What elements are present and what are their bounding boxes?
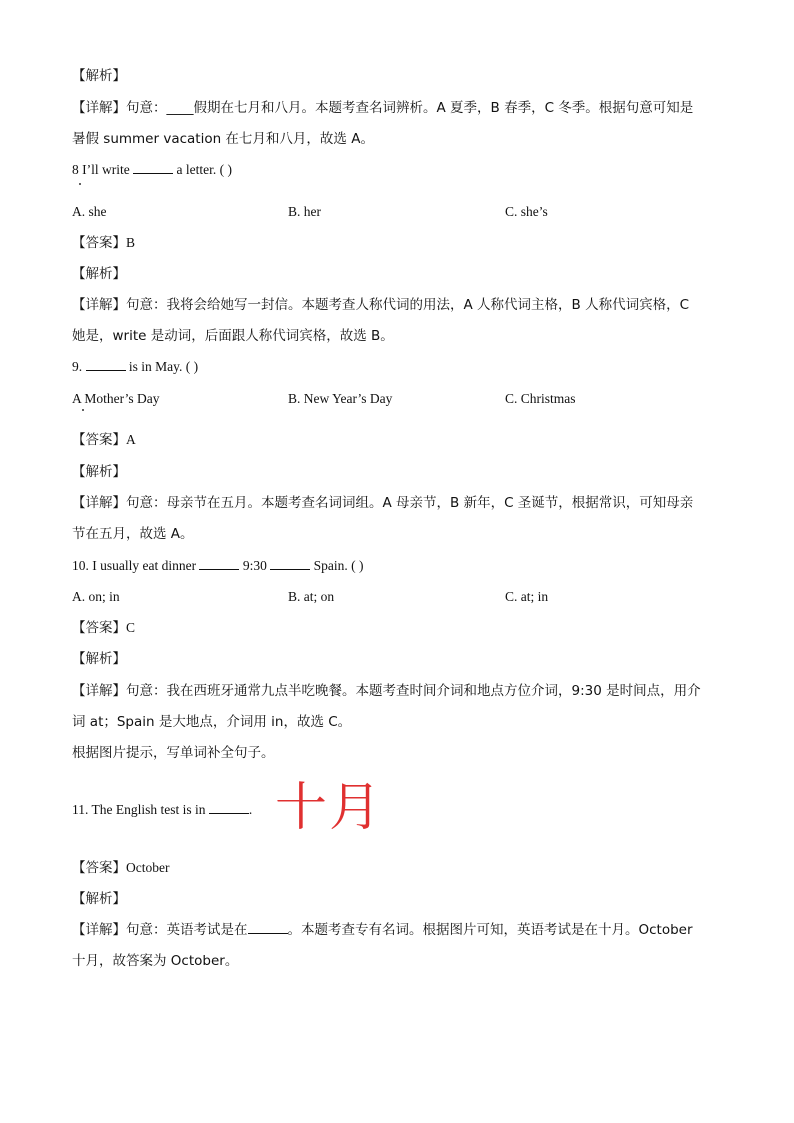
q8-option-a: A. she	[72, 204, 107, 219]
q9-answer-value: A	[126, 432, 136, 447]
analysis-label: 【解析】	[72, 651, 126, 667]
answer-label: 【答案】	[72, 860, 126, 876]
q8-stem-prefix: 8 I’ll write	[72, 162, 130, 177]
detail-label: 【详解】	[72, 100, 126, 116]
q11-answer-value: October	[126, 860, 170, 875]
q10-stem	[72, 556, 363, 576]
detail-label: 【详解】	[72, 922, 126, 938]
q11-detail-line1	[72, 920, 693, 940]
q10-answer	[72, 618, 135, 638]
q10-blank-1	[199, 557, 239, 570]
q10-option-b: B. at; on	[288, 589, 335, 604]
q7-detail-line1	[72, 98, 693, 118]
q11-answer	[72, 858, 169, 878]
q8-detail-line2: 她是，write 是动词，后面跟人称代词宾格，故选 B。	[72, 328, 394, 344]
q8-answer	[72, 233, 135, 253]
q11-detail-blank	[248, 921, 288, 934]
q8-option-c: C. she’s	[505, 204, 548, 219]
q11-detail-line2: 十月，故答案为 October。	[72, 953, 239, 969]
q10-detail-line1	[72, 681, 701, 701]
answer-label: 【答案】	[72, 432, 126, 448]
analysis-label: 【解析】	[72, 891, 126, 907]
mark-dot	[82, 409, 84, 411]
q10-option-c: C. at; in	[505, 589, 549, 604]
answer-label: 【答案】	[72, 620, 126, 636]
q9-option-c: C. Christmas	[505, 391, 576, 406]
q9-stem-prefix: 9.	[72, 359, 83, 374]
q9-answer	[72, 430, 136, 450]
q9-blank	[86, 358, 126, 371]
q10-option-a: A. on; in	[72, 589, 120, 604]
q8-detail-text1: 句意：我将会给她写一封信。本题考查人称代词的用法，A 人称代词主格，B 人称代词宾格，C	[126, 297, 690, 313]
q11-detail-text1a: 句意：英语考试是在	[126, 922, 248, 938]
detail-label: 【详解】	[72, 495, 126, 511]
q8-stem-suffix: a letter. ( )	[176, 162, 232, 177]
q11-stem-suffix: .	[248, 802, 253, 817]
q9-stem	[72, 357, 198, 377]
q9-detail-text1: 句意：母亲节在五月。本题考查名词词组。A 母亲节，B 新年，C 圣诞节，根据常识，可知母亲	[126, 495, 694, 511]
q10-stem-a: 10. I usually eat dinner	[72, 558, 197, 573]
q7-detail-text1: 句意：____假期在七月和八月。本题考查名词辨析。A 夏季，B 春季，C 冬季。根据句意可知是	[126, 100, 694, 116]
q10-stem-c: Spain. ( )	[313, 558, 364, 573]
q8-stem	[72, 160, 232, 180]
analysis-label: 【解析】	[72, 68, 126, 84]
q9-stem-suffix: is in May. ( )	[128, 359, 199, 374]
q8-detail-line1	[72, 295, 689, 315]
q11-stem	[72, 800, 252, 820]
analysis-label: 【解析】	[72, 464, 126, 480]
q10-detail-line2: 词 at；Spain 是大地点，介词用 in，故选 C。	[72, 714, 352, 730]
q8-answer-value: B	[126, 235, 136, 250]
q11-detail-text1b: 。本题考查专有名词。根据图片可知，英语考试是在十月。October	[287, 922, 693, 938]
detail-label: 【详解】	[72, 683, 126, 699]
q11-blank	[209, 801, 249, 814]
q10-stem-b: 9:30	[242, 558, 267, 573]
q8-blank	[133, 161, 173, 174]
q9-option-a: A Mother’s Day	[72, 391, 160, 406]
section-instruction: 根据图片提示，写单词补全句子。	[72, 745, 275, 761]
q9-detail-line2: 节在五月，故选 A。	[72, 526, 194, 542]
q9-option-b: B. New Year’s Day	[288, 391, 393, 406]
analysis-label: 【解析】	[72, 266, 126, 282]
q9-detail-line1	[72, 493, 693, 513]
mark-dot	[79, 183, 81, 185]
answer-label: 【答案】	[72, 235, 126, 251]
q10-answer-value: C	[126, 620, 136, 635]
q10-detail-text1: 句意：我在西班牙通常九点半吃晚餐。本题考查时间介词和地点方位介词，9:30 是时间点，用介	[126, 683, 701, 699]
q11-stem-prefix: 11. The English test is in	[72, 802, 206, 817]
q7-detail-line2: 暑假 summer vacation 在七月和八月，故选 A。	[72, 131, 374, 147]
q8-option-b: B. her	[288, 204, 321, 219]
detail-label: 【详解】	[72, 297, 126, 313]
q10-blank-2	[270, 557, 310, 570]
q11-picture-text: 十月	[275, 778, 384, 838]
